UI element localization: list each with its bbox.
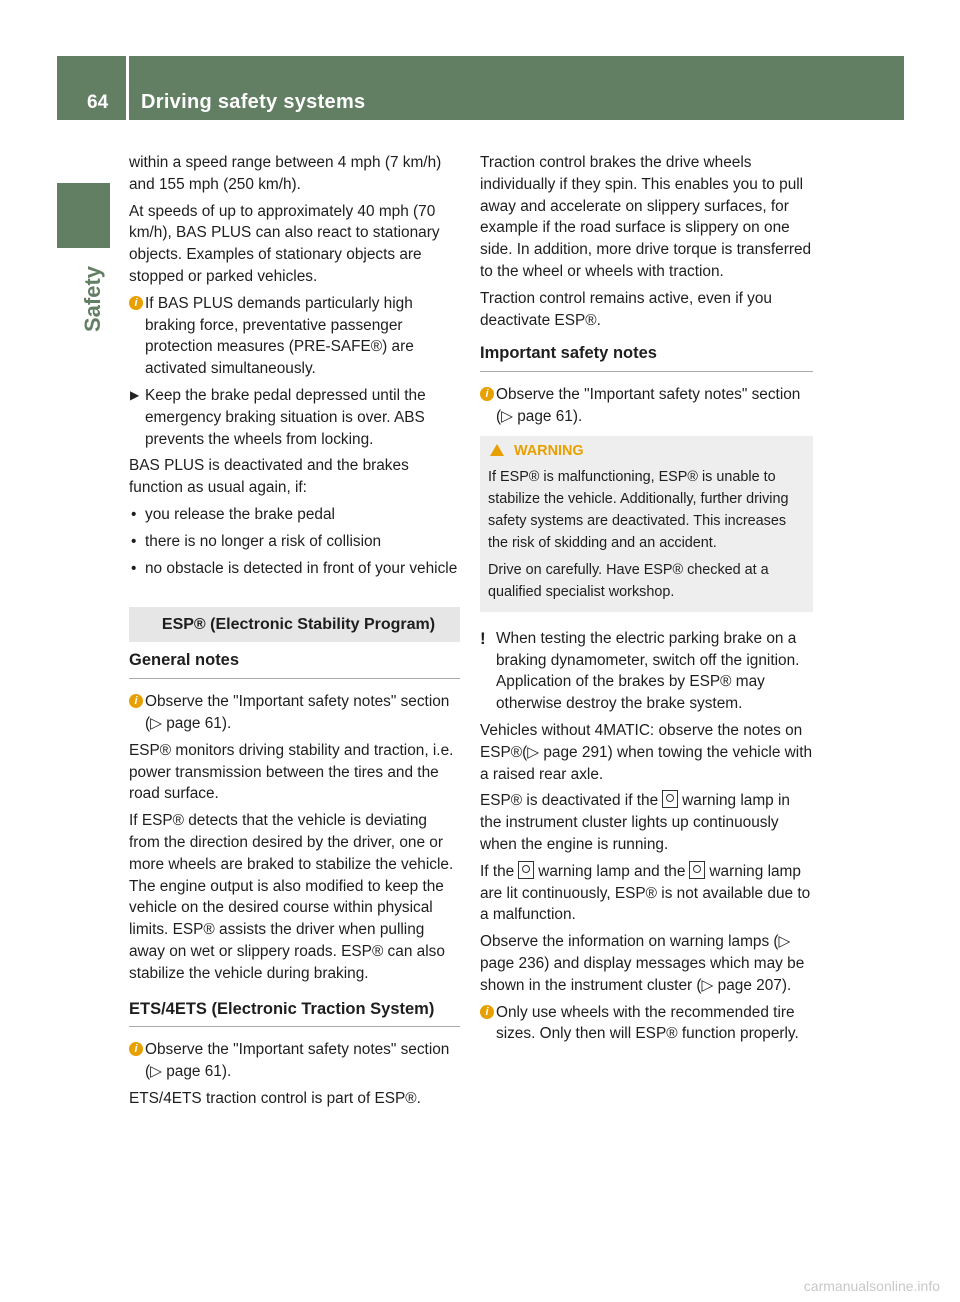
instruction-step: ▶ Keep the brake pedal depressed until the emergency braking situation is over. ABS prevents the wheels from locking.: [130, 386, 426, 448]
ets-heading: ETS/4ETS (Electronic Traction System): [129, 999, 460, 1028]
warning-triangle-icon: [490, 444, 504, 456]
paragraph: ESP® monitors driving stability and traction, i.e. power transmission between the tires and the road surface.: [129, 741, 454, 803]
paragraph: Traction control remains active, even if you deactivate ESP®.: [480, 289, 772, 329]
right-column: [480, 152, 813, 1050]
paragraph: Traction control brakes the drive wheels individually if they spin. This enables you to pull away and accelerate on slippery surfaces, for example if the road surface is slippery on one side. In addition, more drive torque is transferred to the wheel or wheels with traction.: [480, 154, 812, 280]
side-tab: [57, 183, 110, 248]
paragraph: BAS PLUS is deactivated and the brakes function as usual again, if:: [129, 457, 409, 497]
esp-off-warning-lamp-icon: [662, 790, 678, 808]
list-item: • no obstacle is detected in front of your vehicle: [129, 558, 460, 580]
paragraph: within a speed range between 4 mph (7 km/h) and 155 mph (250 km/h).: [129, 154, 442, 193]
info-icon: i: [480, 387, 494, 401]
paragraph: Vehicles without 4MATIC: observe the notes on ESP®(▷ page 291) when towing the vehicle with a raised rear axle.: [480, 721, 813, 783]
left-column: [129, 152, 460, 1115]
info-icon: i: [129, 694, 143, 708]
esp-off-warning-lamp-icon: [689, 861, 705, 879]
info-icon: i: [129, 296, 143, 310]
info-note: i Observe the "Important safety notes" section (▷ page 61).: [480, 384, 813, 428]
info-icon: i: [480, 1005, 494, 1019]
paragraph: At speeds of up to approximately 40 mph (70 km/h), BAS PLUS can also react to stationary objects. Examples of stationary objects are stopped or parked vehicles.: [129, 202, 440, 285]
info-note: i If BAS PLUS demands particularly high braking force, preventative passenger protection measures (PRE-SAFE®) are activated simultaneously.: [129, 293, 460, 380]
exclamation-icon: !: [480, 628, 486, 648]
info-icon: i: [129, 1042, 143, 1056]
list-item: • there is no longer a risk of collision: [129, 531, 460, 553]
paragraph: ETS/4ETS traction control is part of ESP®.: [129, 1089, 421, 1107]
info-note: i Observe the "Important safety notes" section (▷ page 61).: [129, 691, 460, 735]
paragraph: Observe the information on warning lamps (▷ page 236) and display messages which may be shown in the instrument cluster (▷ page 207).: [480, 933, 805, 994]
warning-text: Drive on carefully. Have ESP® checked at a qualified specialist workshop.: [488, 561, 769, 600]
info-note: i Observe the "Important safety notes" section (▷ page 61).: [129, 1039, 460, 1083]
warning-box: [480, 436, 813, 612]
paragraph: ESP® is deactivated if the warning lamp in the instrument cluster lights up continuously when the engine is running.: [480, 792, 790, 853]
page-header: [57, 56, 904, 120]
header-divider: [126, 56, 129, 120]
esp-heading: ESP® (Electronic Stability Program): [129, 607, 460, 642]
warning-title: WARNING: [488, 440, 807, 462]
paragraph: If ESP® detects that the vehicle is deviating from the direction desired by the driver, one or more wheels are braked to stabilize the vehicle. The engine output is also modified to keep the vehicle on the desired course within physical limits. ESP® assists the driver when pulling away on wet or slippery roads. ESP® can also stabilize the vehicle during braking.: [129, 812, 454, 982]
esp-warning-lamp-icon: [518, 861, 534, 879]
warning-text: If ESP® is malfunctioning, ESP® is unable to stabilize the vehicle. Additionally, further driving safety systems are deactivated. This increases the risk of skidding and an accident.: [488, 468, 789, 551]
bullet-icon: •: [131, 505, 137, 523]
general-notes-heading: General notes: [129, 650, 460, 679]
info-note: i Only use wheels with the recommended tire sizes. Only then will ESP® function properly.: [480, 1002, 813, 1046]
page-number: 64: [87, 92, 109, 113]
section-title: Driving safety systems: [141, 91, 366, 113]
bullet-icon: •: [131, 532, 137, 550]
step-arrow-icon: ▶: [130, 387, 140, 402]
paragraph: If the warning lamp and the warning lamp are lit continuously, ESP® is not available due to a malfunction.: [480, 862, 811, 924]
list-item: • you release the brake pedal: [129, 504, 460, 526]
safety-notes-heading: Important safety notes: [480, 343, 813, 372]
bullet-icon: •: [131, 559, 137, 577]
side-label: Safety: [80, 265, 105, 333]
watermark: carmanualsonline.info: [803, 1278, 940, 1294]
caution-note: ! When testing the electric parking brake on a braking dynamometer, switch off the ignition. Application of the brakes by ESP® may otherwise destroy the brake system.: [480, 628, 800, 713]
